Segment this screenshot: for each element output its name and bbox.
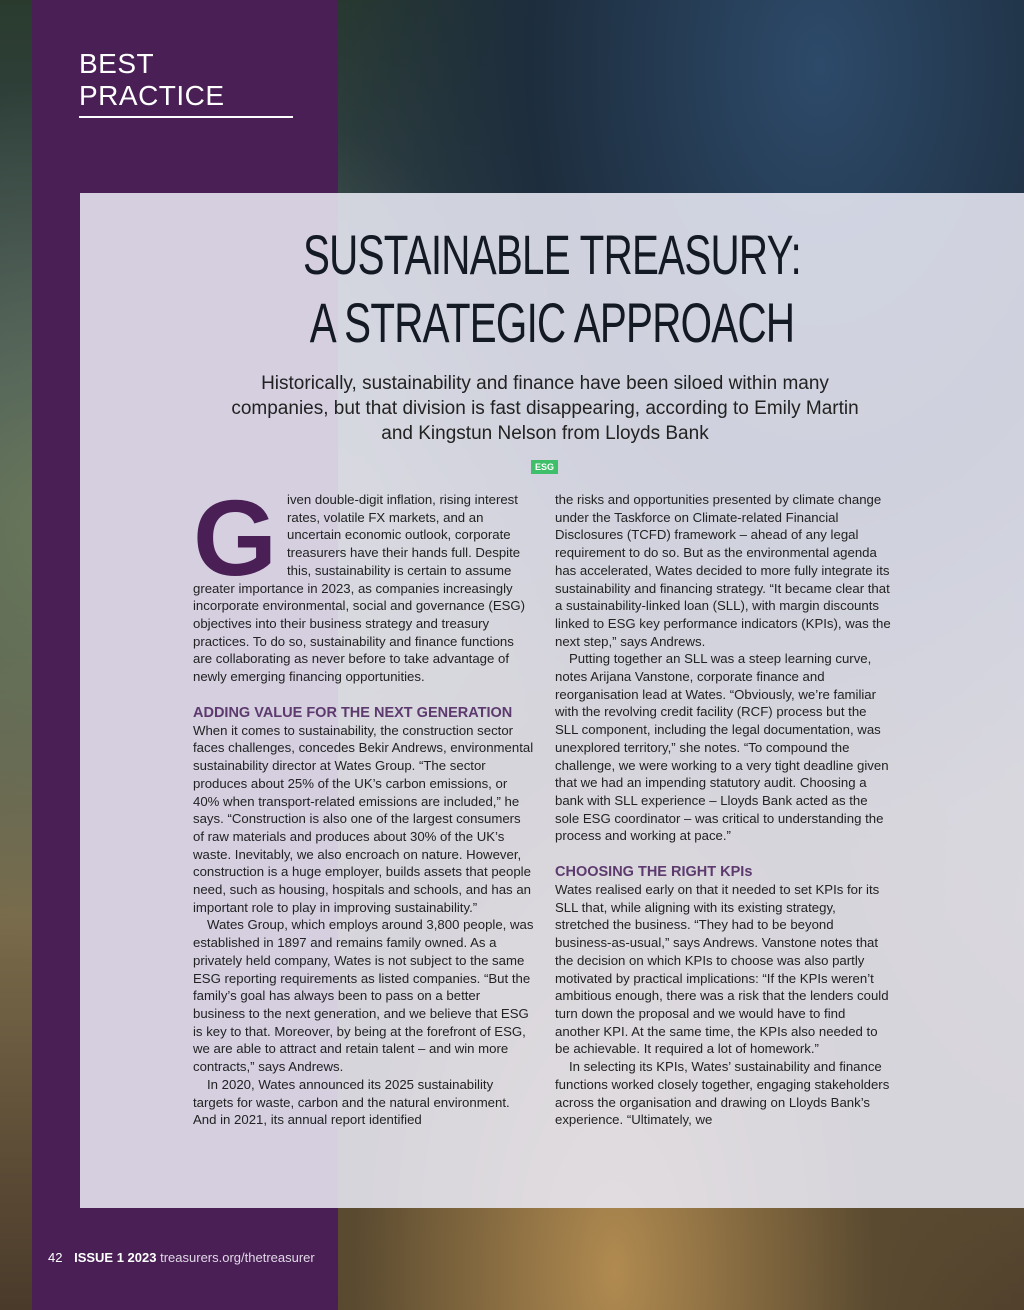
intro-text: iven double-digit inflation, rising interest rates, volatile FX markets, and an uncertain economic outlook, corporate treasurers have their hands full. Despite this, sustainability is certain to assume greater importance in 2023, as companies increasingly incorporate environmental, social and governance (ESG) objectives into their business strategy and treasury practices. To do so, sustainability and finance functions are collaborating as never before to take advantage of newly emerging financing opportunities. <box>193 492 526 685</box>
subheading: ADDING VALUE FOR THE NEXT GENERATION <box>193 704 513 721</box>
issue-label: ISSUE 1 2023 <box>74 1250 157 1265</box>
page-number: 42 <box>48 1250 63 1265</box>
intro-paragraph <box>193 477 534 686</box>
standfirst: Historically, sustainability and finance have been siloed within many companies, but that division is fast disappearing, according to Emily Martin and Kingstun Nelson from Lloyds Bank <box>231 373 859 444</box>
esg-badge: ESG <box>531 460 558 474</box>
body-paragraph: In selecting its KPIs, Wates’ sustainability and finance functions worked closely together, engaging stakeholders across the organisation and drawing on Lloyds Bank’s experience. “Ultimately, we <box>555 1059 890 1128</box>
body-paragraph: Putting together an SLL was a steep learning curve, notes Arijana Vanstone, corporate finance and reorganisation lead at Wates. “Obviously, we’re familiar with the revolving credit facility (RCF) process but the SLL component, including the legal documentation, was unexplored territory,” she notes. “To compound the challenge, we were working to a very tight deadline given that we had an impending statutory audit. Choosing a bank with SLL experience – Lloyds Bank acted as the sole ESG coordinator – was critical to understanding the process and working at pace.” <box>555 651 889 844</box>
subheading: CHOOSING THE RIGHT KPIs <box>555 864 753 881</box>
body-paragraph: Wates Group, which employs around 3,800 people, was established in 1897 and remains family owned. As a privately held company, Wates is not subject to the same ESG reporting requirements as listed companies. “But the family’s goal has always been to pass on a better business to the next generation, and we believe that ESG is key to that. Moreover, by being at the forefront of ESG, we are able to attract and retain talent – and win more contracts,” says Andrews. <box>193 917 534 1075</box>
drop-cap: G <box>193 477 278 598</box>
article-title-line-1: SUSTAINABLE TREASURY: <box>302 223 802 286</box>
body-paragraph: Wates realised early on that it needed to set KPIs for its SLL that, while aligning with its existing strategy, stretched the business. “They had to be beyond business-as-usual,” says Andrews. Vanstone notes that the decision on which KPIs to choose was also partly motivated by practical implications: “If the KPIs weren’t ambitious enough, there was a risk that the lenders could turn down the proposal and we would have to find another KPI. At the same time, the KPIs also needed to be achievable. It required a lot of homework.” <box>555 882 889 1057</box>
website-link[interactable]: treasurers.org/thetreasurer <box>160 1250 315 1265</box>
section-label: BEST PRACTICE <box>79 48 293 118</box>
left-column <box>193 477 534 1129</box>
body-paragraph: the risks and opportunities presented by climate change under the Taskforce on Climate-related Financial Disclosures (TCFD) framework – ahead of any legal requirement to do so. But as the environmental agenda has accelerated, Wates decided to more fully integrate its sustainability and financing strategy. “It became clear that a sustainability-linked loan (SLL), with margin discounts linked to ESG key performance indicators (KPIs), was the next step,” says Andrews. <box>555 492 891 649</box>
body-paragraph: In 2020, Wates announced its 2025 sustainability targets for waste, carbon and the natural environment. And in 2021, its annual report identified <box>193 1076 510 1128</box>
page-footer <box>48 1250 315 1265</box>
body-paragraph: When it comes to sustainability, the construction sector faces challenges, concedes Bekir Andrews, environmental sustainability director at Wates Group. “The sector produces about 25% of the UK’s carbon emissions, or 40% when transport-related emissions are included,” he says. “Construction is also one of the largest consumers of raw materials and produces about 30% of the UK’s waste. Inevitably, we also encroach on nature. However, construction is a huge employer, builds assets that people need, such as housing, hospitals and schools, and has an important role to play in improving sustainability.” <box>193 722 534 915</box>
article-title-line-2: A STRATEGIC APPROACH <box>309 291 795 354</box>
right-column <box>555 491 893 1129</box>
